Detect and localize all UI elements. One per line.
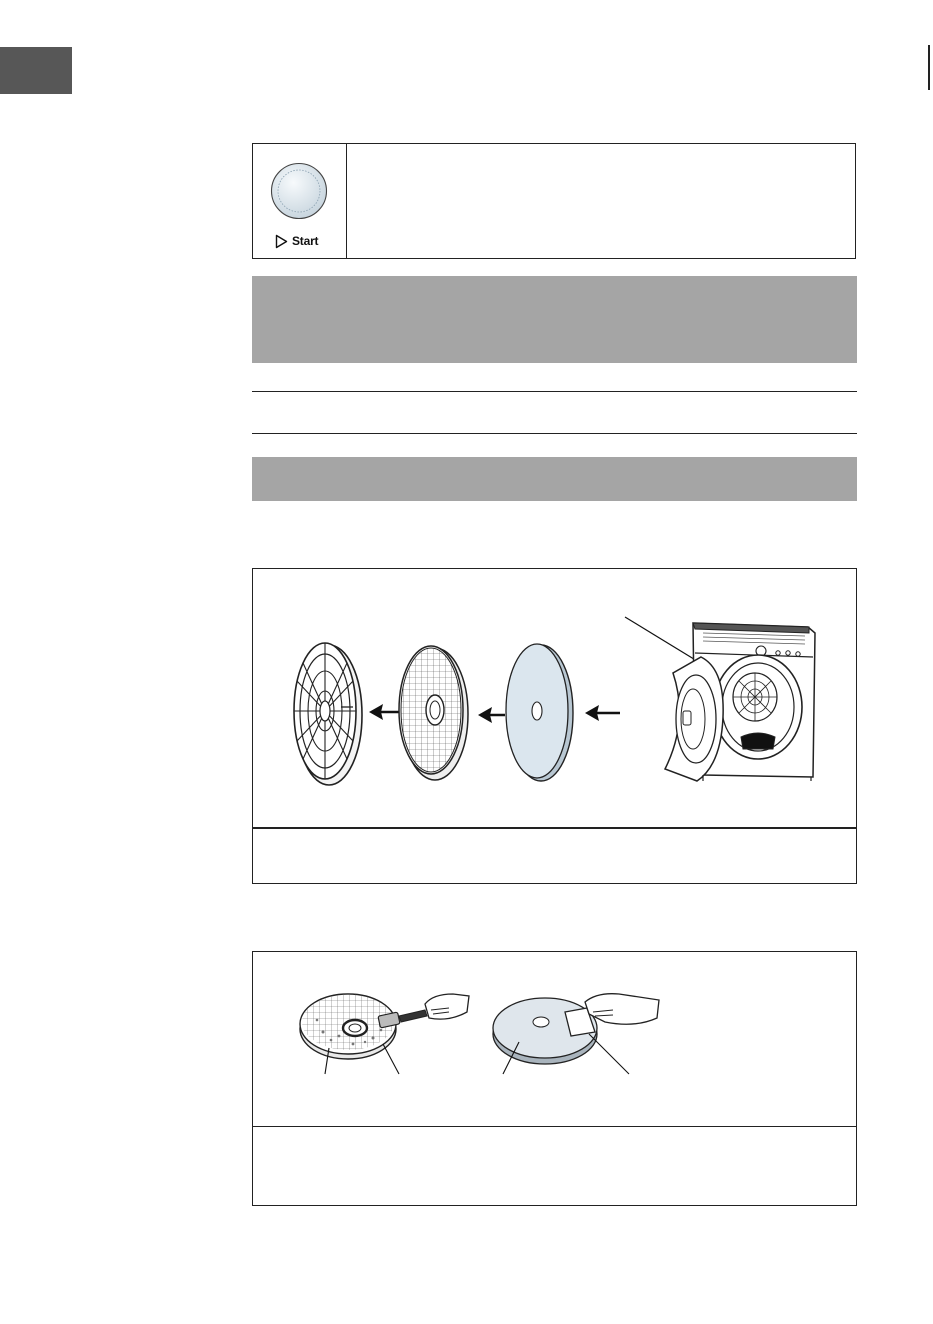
language-tab	[0, 47, 72, 94]
arrow-left-icon	[369, 704, 399, 720]
callout-line	[589, 1034, 629, 1074]
filter-cleaning-illustration	[253, 952, 856, 1126]
dryer-machine-icon	[665, 623, 815, 781]
mesh-filter-cleaning-icon	[300, 994, 469, 1059]
start-button-label	[275, 232, 318, 250]
filter-mesh-icon	[399, 646, 468, 780]
filter-cleaning-figure	[252, 951, 857, 1206]
arrow-left-icon	[478, 707, 505, 723]
filter-frame-icon	[294, 643, 362, 785]
filter-removal-figure	[252, 568, 857, 884]
arrow-left-icon	[585, 705, 620, 721]
start-button-info-box	[252, 143, 856, 259]
start-label-text: Start	[292, 234, 319, 248]
section-header-band	[252, 276, 857, 363]
page-edge-mark	[928, 45, 930, 90]
figure-caption-separator	[253, 827, 856, 829]
rule-bottom	[252, 433, 857, 434]
play-triangle-icon	[275, 234, 288, 249]
filter-foam-disc-icon	[506, 644, 573, 781]
section-title-band	[252, 457, 857, 501]
rule-top	[252, 391, 857, 392]
figure-caption-separator	[253, 1126, 856, 1127]
start-box-divider	[346, 144, 347, 258]
filter-removal-illustration	[253, 569, 856, 827]
start-knob-icon	[270, 162, 328, 220]
callout-line	[383, 1044, 399, 1074]
foam-disc-cleaning-icon	[493, 994, 659, 1064]
